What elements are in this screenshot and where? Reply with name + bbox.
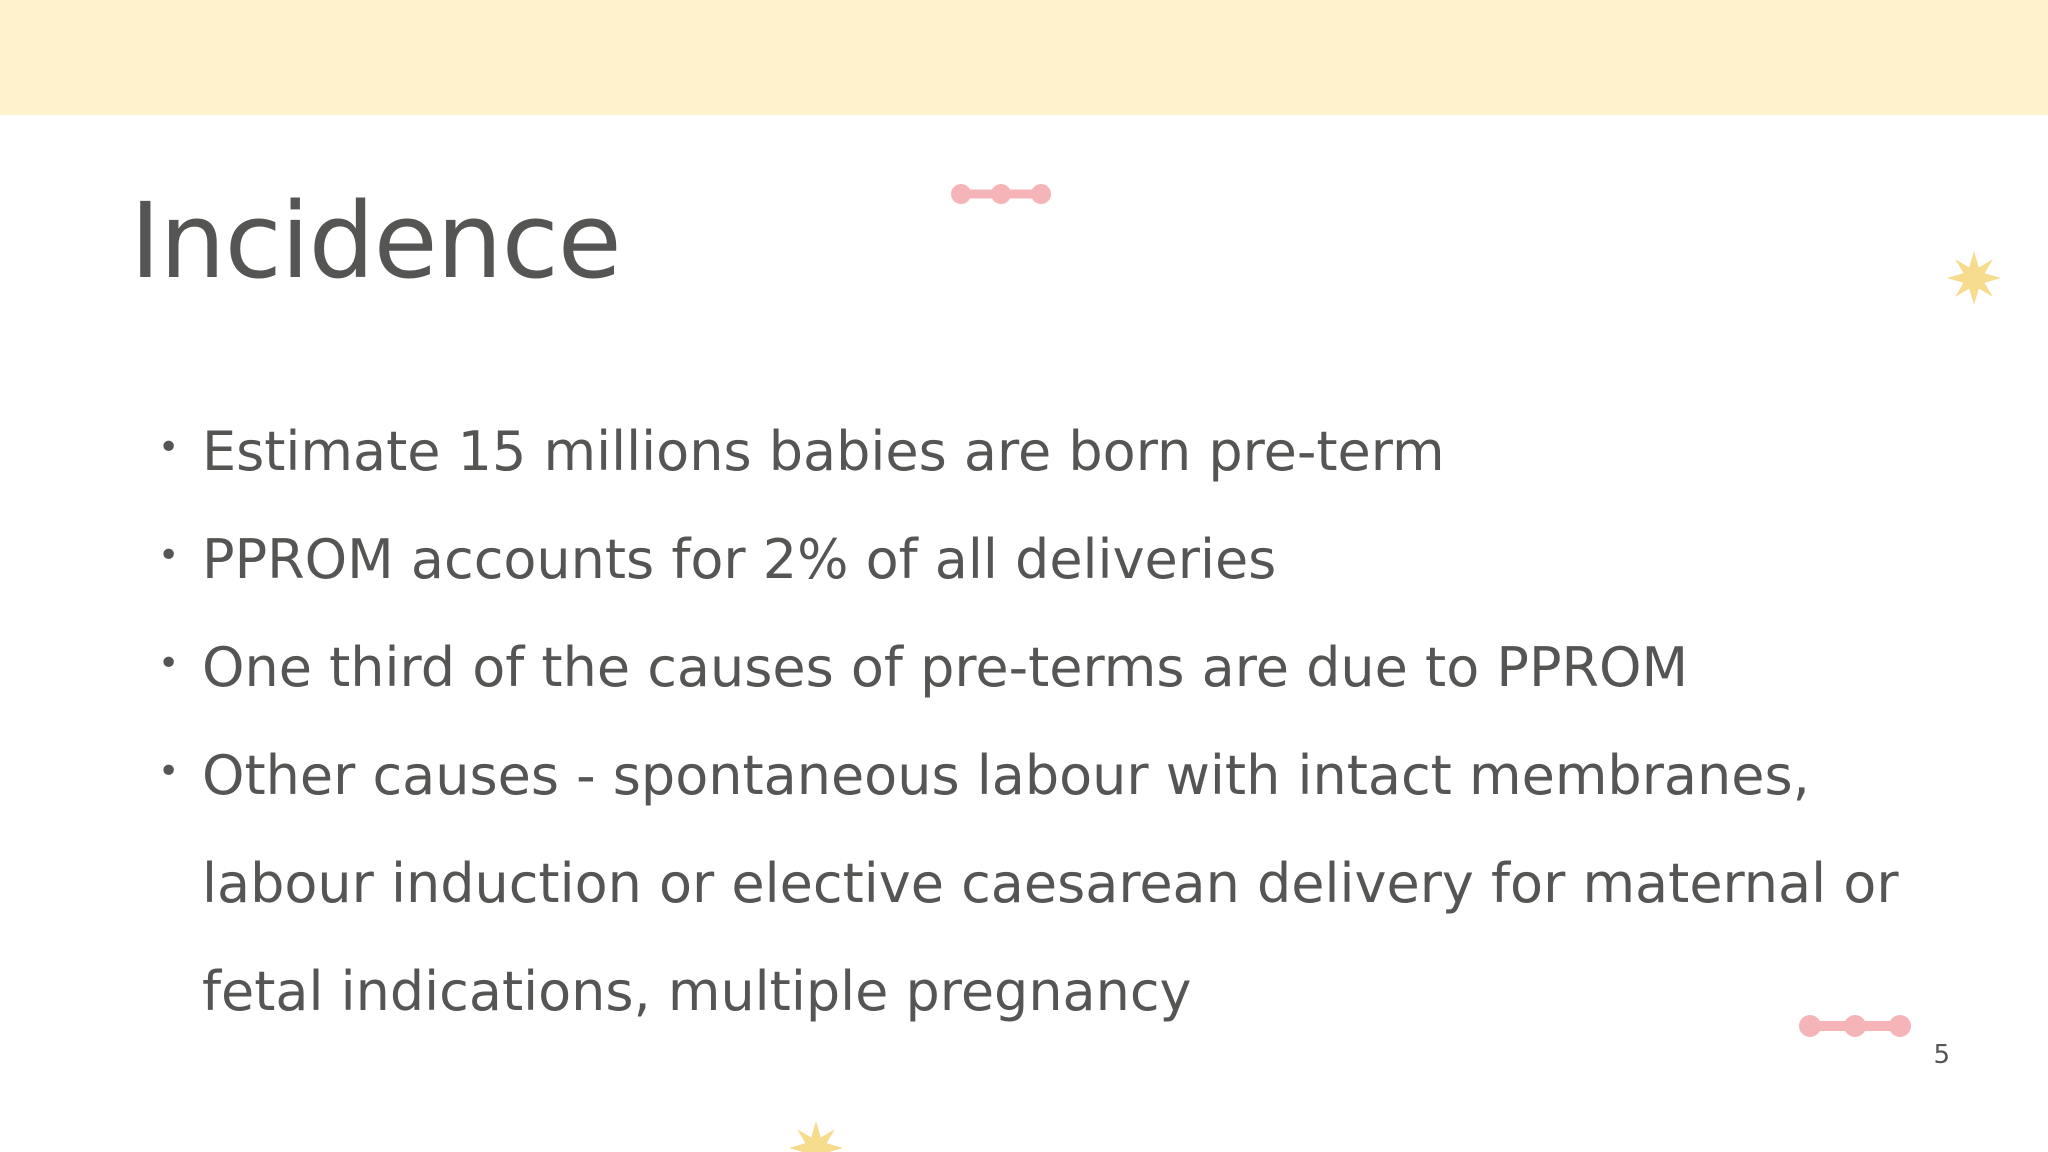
bullet-item bbox=[150, 722, 1930, 1046]
bullet-item bbox=[150, 506, 1930, 614]
page-number: 5 bbox=[1933, 1040, 1950, 1070]
yellow-star-icon bbox=[788, 1120, 844, 1152]
bullet-dot: • bbox=[158, 643, 180, 684]
pink-connector-icon bbox=[1798, 1013, 1912, 1039]
yellow-star-icon bbox=[1946, 250, 2002, 306]
bullet-item bbox=[150, 614, 1930, 722]
bullet-dot: • bbox=[158, 427, 180, 468]
bullet-dot: • bbox=[158, 751, 180, 792]
header-band bbox=[0, 0, 2048, 115]
slide-title: Incidence bbox=[130, 180, 621, 302]
bullet-text: Estimate 15 millions babies are born pre-term bbox=[202, 420, 1445, 483]
bullet-list bbox=[150, 398, 1930, 1046]
bullet-item bbox=[150, 398, 1930, 506]
bullet-text: One third of the causes of pre-terms are due to PPROM bbox=[202, 636, 1689, 699]
pink-connector-icon bbox=[950, 182, 1052, 206]
bullet-text: PPROM accounts for 2% of all deliveries bbox=[202, 528, 1277, 591]
bullet-text: Other causes - spontaneous labour with intact membranes, labour induction or elective caesarean delivery for maternal or fetal indications, multiple pregnancy bbox=[202, 744, 1899, 1023]
bullet-dot: • bbox=[158, 535, 180, 576]
